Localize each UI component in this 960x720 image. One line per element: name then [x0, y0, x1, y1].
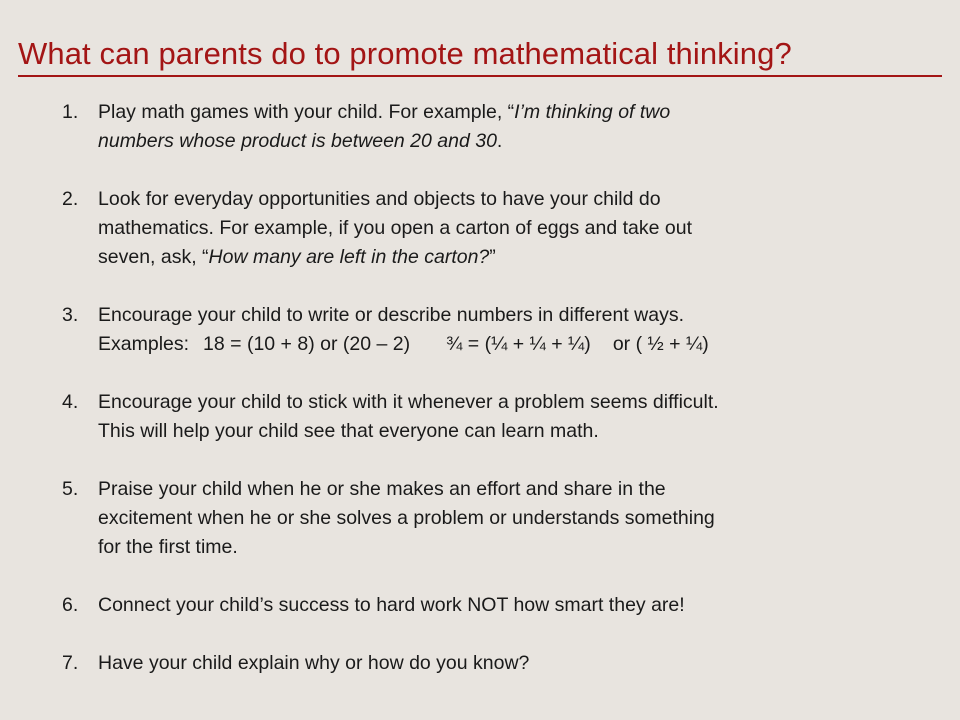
tips-list	[62, 98, 922, 678]
item-text: .	[496, 130, 503, 152]
examples-label: Examples:	[98, 333, 190, 355]
item-number: 1.	[62, 101, 79, 123]
list-item	[62, 185, 922, 272]
item-example-text: I’m thinking of two	[514, 101, 671, 123]
item-line: for the first time.	[98, 536, 238, 558]
list-item	[62, 475, 922, 562]
item-line: Look for everyday opportunities and objects to have your child do	[98, 188, 661, 210]
item-example-text: How many are left in the carton?	[208, 246, 490, 268]
list-item	[62, 388, 922, 446]
item-line	[98, 243, 922, 272]
example-1: 18 = (10 + 8) or (20 – 2)	[203, 333, 411, 355]
item-number: 2.	[62, 188, 79, 210]
item-number: 6.	[62, 594, 79, 616]
list-item	[62, 301, 922, 359]
item-number: 3.	[62, 304, 79, 326]
item-number: 7.	[62, 652, 79, 674]
example-3: or ( ½ + ¼)	[612, 333, 709, 355]
item-text: ”	[489, 246, 496, 268]
item-line: mathematics. For example, if you open a carton of eggs and take out	[98, 217, 692, 239]
examples-line	[98, 330, 922, 359]
list-item	[62, 649, 922, 678]
item-line: Have your child explain why or how do you know?	[98, 652, 530, 674]
item-line: Connect your child’s success to hard work NOT how smart they are!	[98, 594, 685, 616]
list-item	[62, 591, 922, 620]
item-text: seven, ask, “	[98, 246, 209, 268]
item-line: excitement when he or she solves a problem or understands something	[98, 507, 715, 529]
item-example-text: numbers whose product is between 20 and 30	[98, 130, 497, 152]
item-line: This will help your child see that everyone can learn math.	[98, 420, 599, 442]
page-title: What can parents do to promote mathematical thinking?	[18, 36, 792, 71]
title-block	[18, 34, 942, 77]
item-line	[98, 127, 922, 156]
item-line: Encourage your child to stick with it whenever a problem seems difficult.	[98, 391, 719, 413]
item-line	[98, 98, 922, 127]
item-text: Play math games with your child. For example, “	[98, 101, 515, 123]
item-number: 5.	[62, 478, 79, 500]
item-line: Encourage your child to write or describe numbers in different ways.	[98, 304, 685, 326]
item-number: 4.	[62, 391, 79, 413]
item-line: Praise your child when he or she makes an effort and share in the	[98, 478, 666, 500]
list-item	[62, 98, 922, 156]
example-2: ¾ = (¼ + ¼ + ¼)	[446, 333, 591, 355]
title-underline	[18, 75, 942, 77]
